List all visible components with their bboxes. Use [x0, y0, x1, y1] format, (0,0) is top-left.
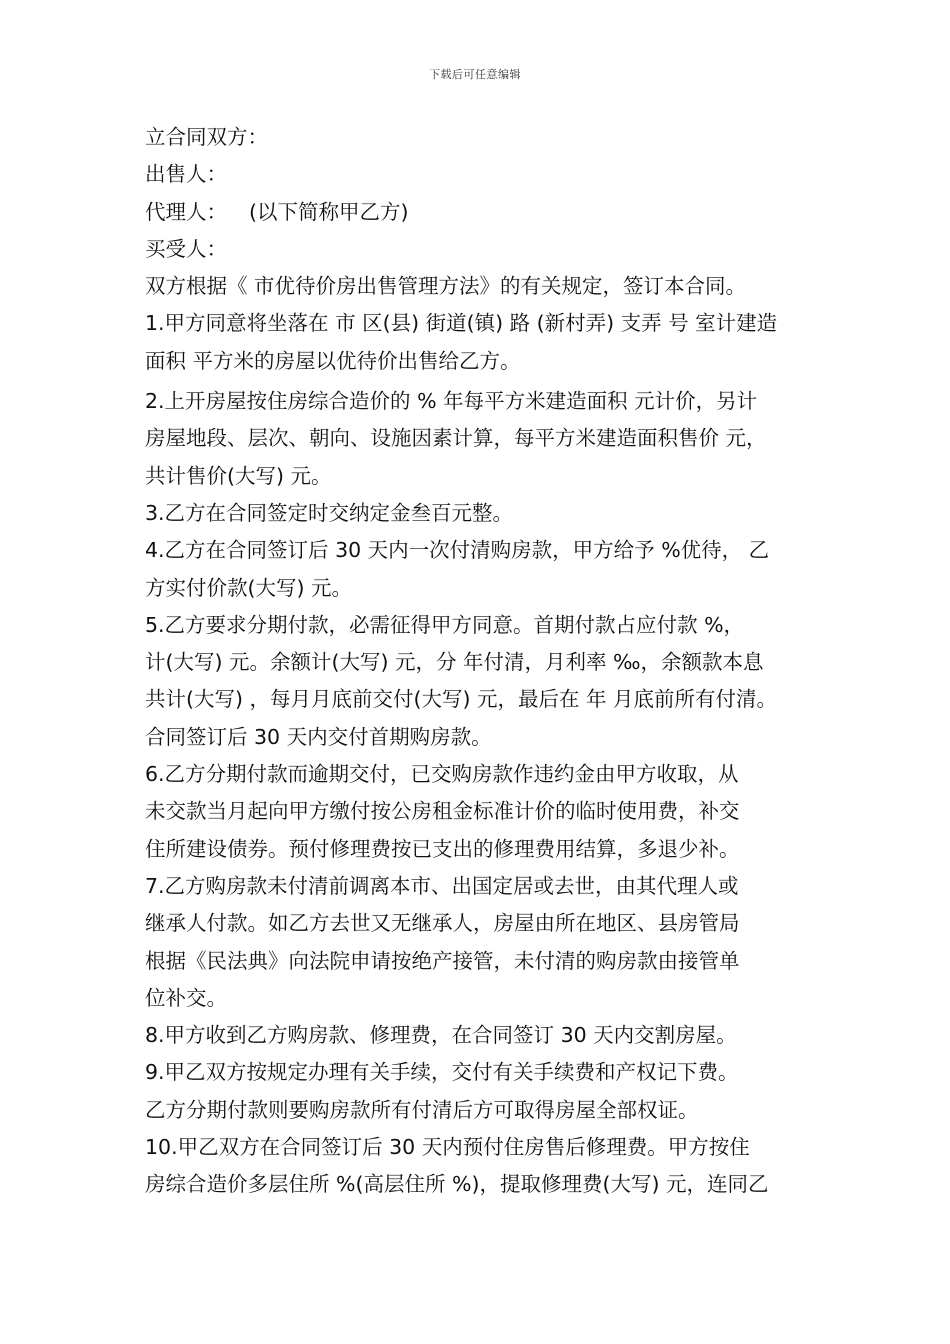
clause-5-line-2: 计(大写) 元。余额计(大写) 元，分 年付清，月利率 ‰，余额款本息 [145, 650, 764, 675]
clause-5-line-4: 合同签订后 30 天内交付首期购房款。 [145, 724, 492, 749]
clause-7-line-2: 继承人付款。如乙方去世又无继承人，房屋由所在地区、县房管局 [145, 911, 740, 936]
clause-7-line-3: 根据《民法典》向法院申请按绝产接管，未付清的购房款由接管单 [145, 948, 740, 973]
clause-9-line-2: 乙方分期付款则要购房款所有付清后方可取得房屋全部权证。 [145, 1097, 699, 1122]
clause-2-line-3: 共计售价(大写) 元。 [145, 463, 332, 488]
buyer-line: 买受人： [145, 236, 227, 261]
clause-2-line-2: 房屋地段、层次、朝向、设施因素计算，每平方米建造面积售价 元， [145, 426, 767, 451]
page-header-note: 下载后可任意编辑 [429, 68, 521, 81]
preamble-line: 双方根据《 市优待价房出售管理方法》的有关规定，签订本合同。 [145, 274, 747, 299]
clause-4-line-1: 4.乙方在合同签订后 30 天内一次付清购房款，甲方给予 %优待， 乙 [145, 538, 770, 563]
clause-5-line-1: 5.乙方要求分期付款，必需征得甲方同意。首期付款占应付款 %， [145, 612, 745, 637]
clause-7-line-1: 7.乙方购房款未付清前调离本市、出国定居或去世，由其代理人或 [145, 873, 739, 898]
seller-line: 出售人： [145, 162, 227, 187]
contract-parties-heading: 立合同双方： [145, 125, 268, 149]
contract-body [145, 119, 825, 1204]
clause-6-line-2: 未交款当月起向甲方缴付按公房租金标准计价的临时使用费，补交 [145, 799, 740, 824]
clause-6-line-3: 住所建设债券。预付修理费按已支出的修理费用结算，多退少补。 [145, 836, 740, 861]
clause-8-line-1: 8.甲方收到乙方购房款、修理费，在合同签订 30 天内交割房屋。 [145, 1023, 737, 1048]
clause-4-line-2: 方实付价款(大写) 元。 [145, 575, 353, 600]
clause-7-line-4: 位补交。 [145, 985, 227, 1010]
clause-9-line-1: 9.甲乙双方按规定办理有关手续，交付有关手续费和产权记下费。 [145, 1060, 739, 1085]
clause-3-line-1: 3.乙方在合同签定时交纳定金叁百元整。 [145, 500, 514, 525]
agent-abbreviation-note: (以下简称甲乙方) [249, 199, 409, 224]
clause-5-line-3: 共计(大写) ，每月月底前交付(大写) 元，最后在 年 月底前所有付清。 [145, 687, 778, 712]
agent-line [145, 194, 825, 231]
clause-1-line-1: 1.甲方同意将坐落在 市 区(县) 街道(镇) 路 (新村弄) 支弄 号 室计建造 [145, 311, 778, 336]
clause-6-line-1: 6.乙方分期付款而逾期交付，已交购房款作违约金由甲方收取，从 [145, 762, 739, 787]
clause-2-line-1: 2.上开房屋按住房综合造价的 % 年每平方米建造面积 元计价，另计 [145, 389, 758, 414]
agent-label: 代理人： [145, 199, 227, 224]
clause-10-line-2: 房综合造价多层住所 %(高层住所 %)，提取修理费(大写) 元，连同乙 [145, 1172, 769, 1197]
clause-10-line-1: 10.甲乙双方在合同签订后 30 天内预付住房售后修理费。甲方按住 [145, 1135, 750, 1160]
clause-1-line-2: 面积 平方米的房屋以优待价出售给乙方。 [145, 348, 521, 373]
